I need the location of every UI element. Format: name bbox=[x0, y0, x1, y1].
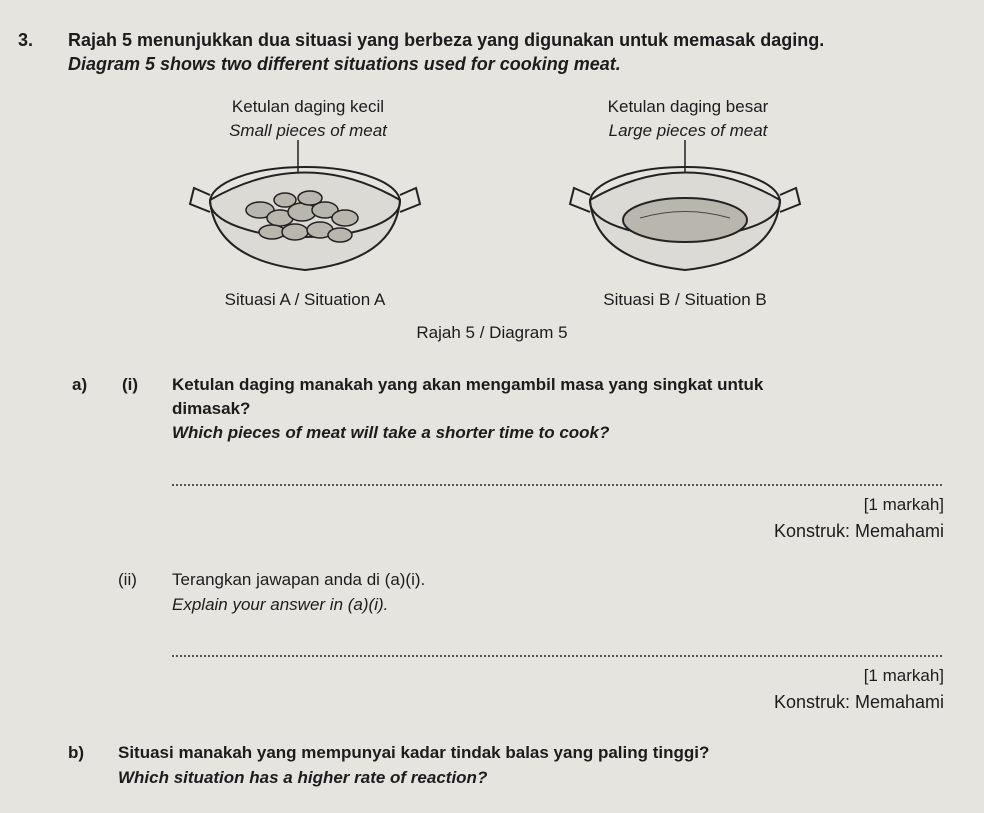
pan-large-pieces bbox=[560, 140, 810, 290]
part-b-text-en: Which situation has a higher rate of reaction? bbox=[118, 768, 488, 787]
part-a-i-text-en: Which pieces of meat will take a shorter time to cook? bbox=[172, 423, 610, 442]
part-a-ii-text-ms: Terangkan jawapan anda di (a)(i). bbox=[172, 570, 426, 589]
situation-a-label: Situasi A / Situation A bbox=[224, 290, 386, 309]
right-label-en: Large pieces of meat bbox=[608, 121, 768, 140]
answer-line-a-ii[interactable] bbox=[172, 655, 942, 657]
part-a-i-text-ms-2: dimasak? bbox=[172, 399, 251, 418]
part-a-i-text-ms-1: Ketulan daging manakah yang akan mengambil masa yang singkat untuk bbox=[172, 375, 764, 394]
pan-small-pieces bbox=[180, 140, 430, 290]
part-b-text-ms: Situasi manakah yang mempunyai kadar tindak balas yang paling tinggi? bbox=[118, 743, 710, 762]
question-number: 3. bbox=[18, 30, 34, 50]
left-label-ms: Ketulan daging kecil bbox=[231, 97, 385, 116]
part-a-label: a) bbox=[72, 375, 88, 394]
diagram-caption: Rajah 5 / Diagram 5 bbox=[416, 323, 568, 342]
construct-a-ii: Konstruk: Memahami bbox=[773, 692, 944, 712]
marks-a-ii: [1 markah] bbox=[863, 666, 944, 685]
part-b-label: b) bbox=[68, 743, 85, 762]
answer-line-a-i[interactable] bbox=[172, 484, 942, 486]
right-label-ms: Ketulan daging besar bbox=[607, 97, 769, 116]
part-a-ii-text-en: Explain your answer in (a)(i). bbox=[172, 595, 389, 614]
part-a-ii-label: (ii) bbox=[118, 570, 137, 589]
part-a-i-label: (i) bbox=[122, 375, 139, 394]
question-stem-ms: Rajah 5 menunjukkan dua situasi yang berbeza yang digunakan untuk memasak daging. bbox=[68, 30, 825, 50]
marks-a-i: [1 markah] bbox=[863, 495, 944, 514]
construct-a-i: Konstruk: Memahami bbox=[773, 521, 944, 541]
question-stem-en: Diagram 5 shows two different situations used for cooking meat. bbox=[68, 54, 621, 74]
situation-b-label: Situasi B / Situation B bbox=[603, 290, 767, 309]
left-label-en: Small pieces of meat bbox=[229, 121, 387, 140]
